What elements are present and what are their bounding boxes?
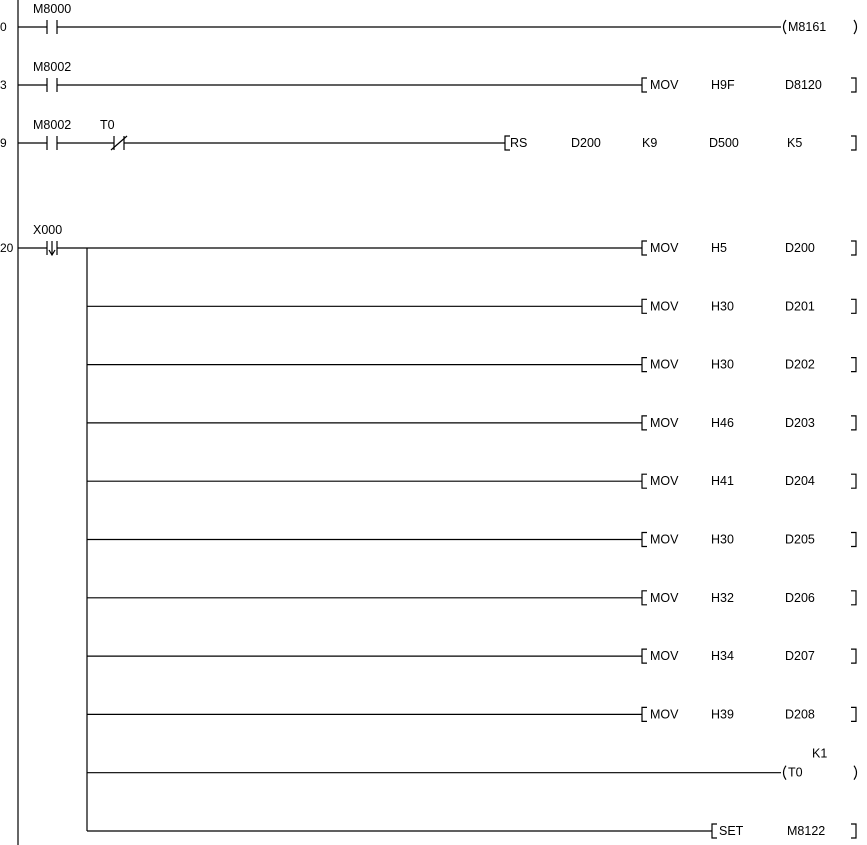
instruction-right-bracket bbox=[851, 824, 856, 838]
instruction-left-bracket bbox=[642, 591, 647, 605]
coil-right-bracket bbox=[854, 766, 857, 780]
instruction-operand: K5 bbox=[787, 136, 803, 150]
branch-row bbox=[87, 533, 856, 547]
instruction-left-bracket bbox=[642, 78, 647, 92]
instruction-right-bracket bbox=[851, 136, 856, 150]
rungs bbox=[0, 2, 857, 838]
instruction-operand: D203 bbox=[785, 415, 815, 430]
instruction-right-bracket bbox=[851, 241, 856, 255]
instruction-operand: K9 bbox=[642, 136, 658, 150]
instruction-left-bracket bbox=[642, 649, 647, 663]
branch-row bbox=[87, 649, 856, 663]
instruction-operand: H30 bbox=[711, 299, 734, 314]
instruction-left-bracket bbox=[642, 241, 647, 255]
instruction-mnemonic: MOV bbox=[650, 299, 679, 314]
instruction-left-bracket bbox=[642, 416, 647, 430]
instruction-left-bracket bbox=[642, 474, 647, 488]
instruction-right-bracket bbox=[851, 416, 856, 430]
branch-row bbox=[87, 707, 856, 721]
coil-left-bracket bbox=[784, 20, 787, 34]
step-number: 3 bbox=[0, 78, 7, 92]
instruction-operand: H41 bbox=[711, 474, 734, 489]
instruction-mnemonic: RS bbox=[510, 136, 528, 150]
branch-row bbox=[87, 824, 856, 838]
instruction-operand: D200 bbox=[785, 241, 815, 255]
rung bbox=[0, 2, 857, 34]
instruction-operand: D500 bbox=[709, 136, 739, 150]
contact-label: T0 bbox=[100, 118, 115, 132]
instruction-mnemonic: MOV bbox=[650, 649, 679, 664]
instruction-operand: H32 bbox=[711, 590, 734, 605]
instruction-mnemonic: MOV bbox=[650, 415, 679, 430]
instruction-operand: H34 bbox=[711, 649, 734, 664]
timer-setpoint: K1 bbox=[812, 746, 828, 761]
instruction-mnemonic: MOV bbox=[650, 590, 679, 605]
instruction-left-bracket bbox=[642, 299, 647, 313]
instruction-right-bracket bbox=[851, 707, 856, 721]
instruction-operand: H9F bbox=[711, 78, 735, 92]
instruction-mnemonic: MOV bbox=[650, 532, 679, 547]
instruction-operand: D202 bbox=[785, 357, 815, 372]
instruction-mnemonic: MOV bbox=[650, 78, 679, 92]
instruction-mnemonic: MOV bbox=[650, 241, 679, 255]
coil-left-bracket bbox=[784, 766, 787, 780]
contact-label: M8002 bbox=[33, 118, 72, 132]
instruction-right-bracket bbox=[851, 78, 856, 92]
branch-row bbox=[87, 299, 856, 313]
instruction-mnemonic: MOV bbox=[650, 357, 679, 372]
instruction-right-bracket bbox=[851, 649, 856, 663]
instruction-mnemonic: MOV bbox=[650, 707, 679, 722]
step-number: 0 bbox=[0, 20, 7, 34]
instruction-operand: H30 bbox=[711, 357, 734, 372]
coil-right-bracket bbox=[854, 20, 857, 34]
instruction-right-bracket bbox=[851, 591, 856, 605]
instruction-left-bracket bbox=[642, 533, 647, 547]
instruction-operand: D205 bbox=[785, 532, 815, 547]
instruction-operand: D206 bbox=[785, 590, 815, 605]
contact-label: X000 bbox=[33, 223, 63, 237]
coil-operand: T0 bbox=[788, 765, 803, 780]
instruction-left-bracket bbox=[642, 358, 647, 372]
instruction-operand: D200 bbox=[571, 136, 601, 150]
contact-label: M8000 bbox=[33, 2, 72, 16]
instruction-right-bracket bbox=[851, 474, 856, 488]
coil-operand: M8161 bbox=[788, 20, 827, 34]
instruction-operand: D207 bbox=[785, 649, 815, 664]
instruction-left-bracket bbox=[642, 707, 647, 721]
instruction-operand: H39 bbox=[711, 707, 734, 722]
instruction-right-bracket bbox=[851, 358, 856, 372]
branch-row bbox=[87, 241, 856, 255]
step-number: 9 bbox=[0, 136, 7, 150]
instruction-right-bracket bbox=[851, 299, 856, 313]
instruction-operand: D201 bbox=[785, 299, 815, 314]
instruction-operand: D8120 bbox=[785, 78, 822, 92]
instruction-operand: M8122 bbox=[787, 824, 826, 838]
instruction-operand: H46 bbox=[711, 415, 734, 430]
rung bbox=[0, 60, 856, 92]
branch-row bbox=[87, 591, 856, 605]
branch-row bbox=[87, 416, 856, 430]
instruction-left-bracket bbox=[712, 824, 717, 838]
instruction-operand: H5 bbox=[711, 241, 727, 255]
rung bbox=[0, 118, 856, 150]
rung bbox=[0, 223, 857, 838]
branch-row bbox=[87, 474, 856, 488]
instruction-operand: D208 bbox=[785, 707, 815, 722]
instruction-operand: H30 bbox=[711, 532, 734, 547]
instruction-right-bracket bbox=[851, 533, 856, 547]
contact-label: M8002 bbox=[33, 60, 72, 74]
branch-row bbox=[87, 747, 857, 780]
instruction-mnemonic: MOV bbox=[650, 474, 679, 489]
branch-row bbox=[87, 358, 856, 372]
step-number: 20 bbox=[0, 241, 14, 255]
instruction-operand: D204 bbox=[785, 474, 815, 489]
instruction-mnemonic: SET bbox=[719, 824, 744, 838]
